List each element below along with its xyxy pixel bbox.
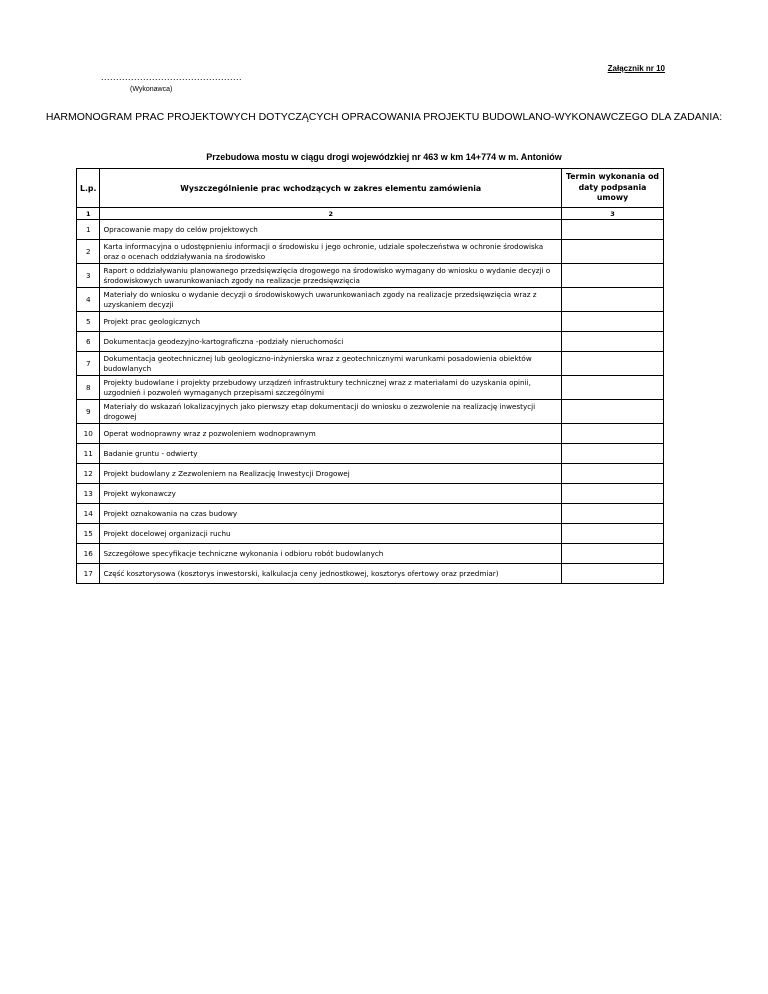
row-term-cell[interactable] bbox=[562, 400, 664, 424]
row-term-cell[interactable] bbox=[562, 504, 664, 524]
row-description: Projekt prac geologicznych bbox=[100, 312, 562, 332]
table-row bbox=[77, 352, 664, 376]
row-term-cell[interactable] bbox=[562, 484, 664, 504]
table-row bbox=[77, 240, 664, 264]
schedule-body bbox=[77, 220, 664, 584]
row-term-cell[interactable] bbox=[562, 312, 664, 332]
row-description: Szczegółowe specyfikacje techniczne wykonania i odbioru robót budowlanych bbox=[100, 544, 562, 564]
row-number: 9 bbox=[77, 400, 100, 424]
row-description: Dokumentacja geotechnicznej lub geologiczno-inżynierska wraz z geotechnicznymi warunkami posadowienia obiektów budowlanych bbox=[100, 352, 562, 376]
row-number: 13 bbox=[77, 484, 100, 504]
table-row bbox=[77, 424, 664, 444]
column-number-row bbox=[77, 208, 664, 220]
document-title: HARMONOGRAM PRAC PROJEKTOWYCH DOTYCZĄCYCH OPRACOWANIA PROJEKTU BUDOWLANO-WYKONAWCZEGO DLA ZADANIA: bbox=[45, 111, 723, 123]
table-row bbox=[77, 524, 664, 544]
row-number: 17 bbox=[77, 564, 100, 584]
row-number: 8 bbox=[77, 376, 100, 400]
row-number: 5 bbox=[77, 312, 100, 332]
table-row bbox=[77, 464, 664, 484]
row-number: 16 bbox=[77, 544, 100, 564]
row-description: Dokumentacja geodezyjno-kartograficzna -podziały nieruchomości bbox=[100, 332, 562, 352]
row-term-cell[interactable] bbox=[562, 544, 664, 564]
row-number: 3 bbox=[77, 264, 100, 288]
row-term-cell[interactable] bbox=[562, 424, 664, 444]
row-term-cell[interactable] bbox=[562, 524, 664, 544]
row-description: Projekt oznakowania na czas budowy bbox=[100, 504, 562, 524]
row-description: Operat wodnoprawny wraz z pozwoleniem wodnoprawnym bbox=[100, 424, 562, 444]
row-term-cell[interactable] bbox=[562, 220, 664, 240]
header-lp: L.p. bbox=[77, 169, 100, 208]
row-number: 2 bbox=[77, 240, 100, 264]
row-number: 14 bbox=[77, 504, 100, 524]
row-term-cell[interactable] bbox=[562, 264, 664, 288]
row-description: Projekt budowlany z Zezwoleniem na Realizację Inwestycji Drogowej bbox=[100, 464, 562, 484]
row-term-cell[interactable] bbox=[562, 376, 664, 400]
column-number: 3 bbox=[562, 208, 664, 220]
contractor-signature-line: ............................................... bbox=[101, 72, 243, 82]
row-term-cell[interactable] bbox=[562, 564, 664, 584]
row-term-cell[interactable] bbox=[562, 444, 664, 464]
schedule-table bbox=[76, 168, 664, 584]
row-term-cell[interactable] bbox=[562, 464, 664, 484]
row-number: 10 bbox=[77, 424, 100, 444]
row-description: Materiały do wniosku o wydanie decyzji o środowiskowych uwarunkowaniach zgody na realizacje przedsięwzięcia wraz z uzyskaniem decyzji bbox=[100, 288, 562, 312]
row-term-cell[interactable] bbox=[562, 240, 664, 264]
row-description: Karta informacyjna o udostępnieniu informacji o środowisku i jego ochronie, udziale społeczeństwa w ochronie środowiska oraz o ocenach oddziaływania na środowisko bbox=[100, 240, 562, 264]
table-row bbox=[77, 332, 664, 352]
column-number: 2 bbox=[100, 208, 562, 220]
table-row bbox=[77, 376, 664, 400]
row-number: 15 bbox=[77, 524, 100, 544]
row-description: Opracowanie mapy do celów projektowych bbox=[100, 220, 562, 240]
table-row bbox=[77, 312, 664, 332]
table-row bbox=[77, 264, 664, 288]
row-description: Badanie gruntu - odwierty bbox=[100, 444, 562, 464]
column-number: 1 bbox=[77, 208, 100, 220]
row-description: Projekty budowlane i projekty przebudowy urządzeń infrastruktury technicznej wraz z materiałami do uzyskania opinii, uzgodnień i pozwoleń wymaganych przepisami szczególnymi bbox=[100, 376, 562, 400]
table-row bbox=[77, 504, 664, 524]
table-row bbox=[77, 484, 664, 504]
table-row bbox=[77, 544, 664, 564]
project-subtitle: Przebudowa mostu w ciągu drogi wojewódzkiej nr 463 w km 14+774 w m. Antoniów bbox=[206, 152, 562, 162]
row-number: 6 bbox=[77, 332, 100, 352]
contractor-caption: (Wykonawca) bbox=[130, 86, 173, 93]
row-description: Raport o oddziaływaniu planowanego przedsięwzięcia drogowego na środowisko wymagany do wniosku o wydanie decyzji o środowiskowych uwarunkowaniach zgody na realizacje przedsięwzięcia bbox=[100, 264, 562, 288]
row-term-cell[interactable] bbox=[562, 352, 664, 376]
row-description: Materiały do wskazań lokalizacyjnych jako pierwszy etap dokumentacji do wniosku o zezwolenie na realizację inwestycji drogowej bbox=[100, 400, 562, 424]
table-row bbox=[77, 444, 664, 464]
header-row bbox=[77, 169, 664, 208]
table-row bbox=[77, 288, 664, 312]
header-term: Termin wykonania od daty podpsania umowy bbox=[562, 169, 664, 208]
table-row bbox=[77, 564, 664, 584]
row-term-cell[interactable] bbox=[562, 288, 664, 312]
annex-label: Załącznik nr 10 bbox=[607, 64, 665, 73]
header-description: Wyszczególnienie prac wchodzących w zakres elementu zamówienia bbox=[100, 169, 562, 208]
row-number: 1 bbox=[77, 220, 100, 240]
row-description: Projekt docelowej organizacji ruchu bbox=[100, 524, 562, 544]
row-number: 11 bbox=[77, 444, 100, 464]
row-term-cell[interactable] bbox=[562, 332, 664, 352]
row-description: Projekt wykonawczy bbox=[100, 484, 562, 504]
row-number: 7 bbox=[77, 352, 100, 376]
row-number: 4 bbox=[77, 288, 100, 312]
table-row bbox=[77, 220, 664, 240]
row-description: Część kosztorysowa (kosztorys inwestorski, kalkulacja ceny jednostkowej, kosztorys ofertowy oraz przedmiar) bbox=[100, 564, 562, 584]
table-row bbox=[77, 400, 664, 424]
row-number: 12 bbox=[77, 464, 100, 484]
